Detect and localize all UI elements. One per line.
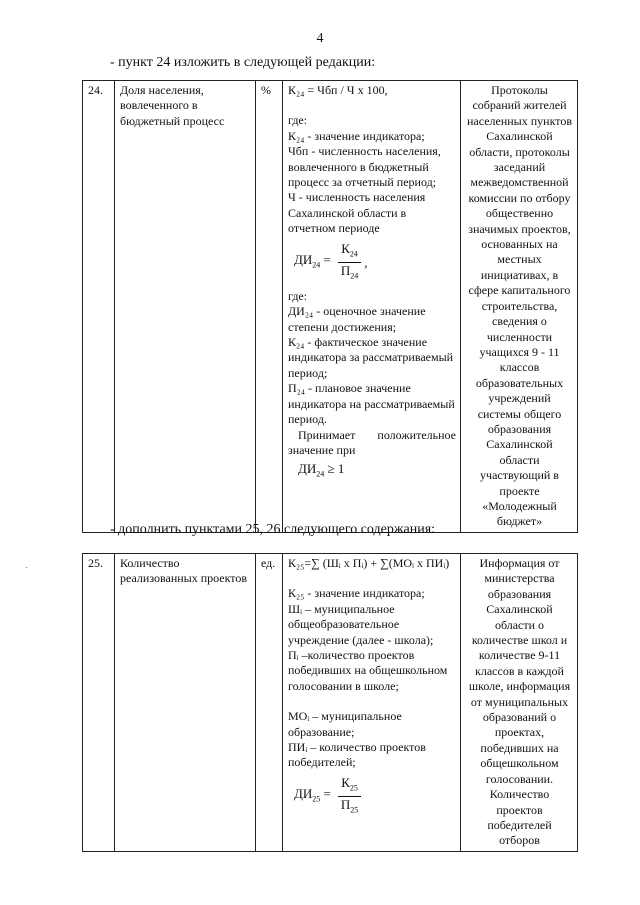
row-number: 25. <box>83 554 115 852</box>
indicator-name: Количество реализованных проектов <box>115 554 256 852</box>
unit: ед. <box>256 554 283 852</box>
definition: Шᵢ – муниципальное общеобразовательное учреждение (далее - школа); <box>288 601 434 647</box>
unit: % <box>256 81 283 533</box>
definition: Чбп - численность населения, вовлеченного в бюджетный процесс за отчетный период; <box>288 144 441 190</box>
data-source: Информация от министерства образования Сахалинской области о количестве школ и количестве 9-11 классов в каждой школе, информация от муниципальных образований о проектах, победивших на общешкольном голосовании. Количество проектов победителей отборов <box>461 554 578 852</box>
indicator-name: Доля населения, вовлеченного в бюджетный процесс <box>115 81 256 533</box>
definition: К₂₄ - значение индикатора; <box>288 128 425 143</box>
definition: К₂₄ - фактическое значение индикатора за рассматриваемый период; <box>288 335 454 380</box>
intro-paragraph-25-26: - дополнить пунктами 25, 26 следующего содержания: <box>110 522 436 537</box>
data-source: Протоколы собраний жителей населенных пунктов Сахалинской области, протоколы заседаний межведомственной комиссии по отбору общественно значимых проектов, основанных на местных инициативах, в сфере капитального строительства, сведения о численности учащихся 9 - 11 классов образовательных учреждений системы общего образования Сахалинской области участвующий в проекте «Молодежный бюджет» <box>461 81 578 533</box>
page-number: 4 <box>316 31 324 46</box>
formula: К₂₅=∑ (Шᵢ х Пᵢ) + ∑(МОᵢ х ПИᵢ) <box>288 556 450 570</box>
definition: П₂₄ - плановое значение индикатора на рассматриваемый период. <box>288 381 455 427</box>
calculation-method <box>283 554 461 852</box>
definition: Пᵢ –количество проектов победивших на общешкольном голосовании в школе; <box>288 648 448 693</box>
table-row <box>83 81 578 533</box>
calculation-method <box>283 81 461 533</box>
achievement-formula: $ДИ_{24}$ = $\frac{К_{24}}{П_{24}}$ , <box>294 240 368 281</box>
table-item-24 <box>82 80 578 533</box>
where-label: где: <box>288 288 308 303</box>
definition: МОᵢ – муниципальное образование; <box>288 709 402 739</box>
formula: К₂₄ = Чбп / Ч х 100, <box>288 83 388 97</box>
positive-value-note-end: значение при <box>288 442 356 457</box>
definition: ПИᵢ – количество проектов победителей; <box>288 740 426 770</box>
definition: К₂₅ - значение индикатора; <box>288 586 425 601</box>
margin-mark: ˙ <box>25 566 29 577</box>
definition: ДИ₂₄ - оценочное значение степени достижения; <box>288 304 426 334</box>
intro-paragraph-24: - пункт 24 изложить в следующей редакции: <box>110 55 376 70</box>
positive-value-note: Принимает положительное <box>298 427 456 442</box>
table-row <box>83 554 578 852</box>
where-label: где: <box>288 113 308 128</box>
condition-formula: $ДИ_{24} \ge 1$ <box>298 461 345 479</box>
achievement-formula: $ДИ_{25}$ = $\frac{К_{25}}{П_{25}}$ <box>294 775 364 819</box>
row-number: 24. <box>83 81 115 533</box>
definition: Ч - численность населения Сахалинской области в отчетном периоде <box>288 190 426 236</box>
table-item-25 <box>82 553 578 852</box>
